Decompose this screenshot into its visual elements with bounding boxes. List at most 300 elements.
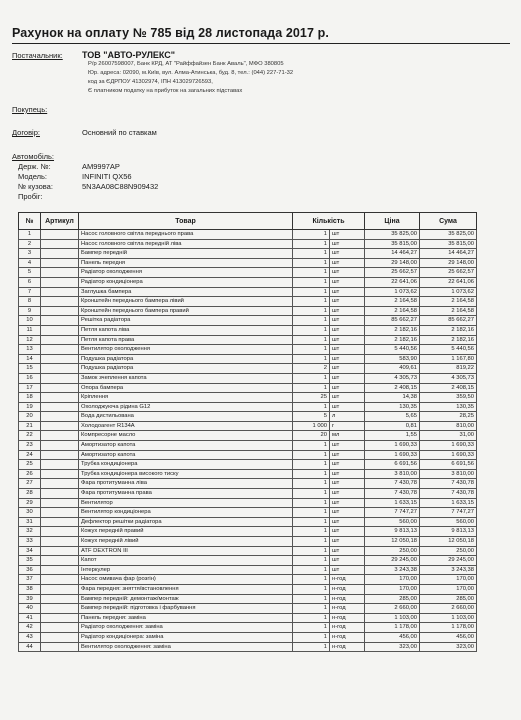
row-item-name: Фара протитуманна права xyxy=(79,489,293,499)
row-quantity xyxy=(293,345,365,355)
table-row xyxy=(19,594,477,604)
col-header-qty: Кількість xyxy=(293,213,365,230)
row-sum: 1 167,80 xyxy=(420,354,477,364)
row-qty-value: 1 xyxy=(293,441,330,450)
row-article xyxy=(41,575,79,585)
row-price: 85 662,27 xyxy=(365,316,420,326)
car-vin-label: № кузова: xyxy=(18,182,53,191)
row-qty-unit: шт xyxy=(332,384,340,391)
row-qty-value: 1 xyxy=(293,547,330,556)
row-sum: 456,00 xyxy=(420,632,477,642)
row-quantity xyxy=(293,258,365,268)
row-sum: 130,35 xyxy=(420,402,477,412)
col-header-sum: Сума xyxy=(420,213,477,230)
row-item-name: Холодоагент R134A xyxy=(79,421,293,431)
row-sum: 35 825,00 xyxy=(420,230,477,240)
table-row xyxy=(19,642,477,652)
table-row xyxy=(19,383,477,393)
table-row xyxy=(19,316,477,326)
table-row xyxy=(19,527,477,537)
row-number: 29 xyxy=(19,498,41,508)
row-item-name: Вентилятор охолодження xyxy=(79,345,293,355)
table-row xyxy=(19,258,477,268)
row-item-name: Дефлектор решітки радіатора xyxy=(79,517,293,527)
row-sum: 170,00 xyxy=(420,584,477,594)
row-quantity xyxy=(293,412,365,422)
row-item-name: Вентилятор xyxy=(79,498,293,508)
row-article xyxy=(41,268,79,278)
row-qty-unit: шт xyxy=(332,288,340,295)
table-row xyxy=(19,575,477,585)
row-qty-value: 1 xyxy=(293,316,330,325)
car-mileage-label: Пробіг: xyxy=(18,192,43,201)
row-item-name: Насос омивача фар (розгін) xyxy=(79,575,293,585)
row-qty-value: 1 xyxy=(293,537,330,546)
row-qty-value: 1 xyxy=(293,355,330,364)
row-qty-unit: шт xyxy=(332,442,340,449)
row-article xyxy=(41,364,79,374)
row-number: 44 xyxy=(19,642,41,652)
row-qty-unit: шт xyxy=(332,374,340,381)
table-row xyxy=(19,345,477,355)
row-qty-value: 1 xyxy=(293,614,330,623)
row-article xyxy=(41,230,79,240)
row-qty-unit: мл xyxy=(332,432,340,439)
row-qty-value: 1 xyxy=(293,297,330,306)
row-quantity xyxy=(293,441,365,451)
row-sum: 1 103,00 xyxy=(420,613,477,623)
row-article xyxy=(41,335,79,345)
table-row xyxy=(19,565,477,575)
row-item-name: Панель передня: заміна xyxy=(79,613,293,623)
row-number: 23 xyxy=(19,441,41,451)
row-price: 14,38 xyxy=(365,393,420,403)
row-sum: 14 464,27 xyxy=(420,249,477,259)
table-row xyxy=(19,306,477,316)
row-article xyxy=(41,316,79,326)
row-qty-unit: шт xyxy=(332,528,340,535)
row-price: 250,00 xyxy=(365,546,420,556)
row-article xyxy=(41,450,79,460)
table-row xyxy=(19,498,477,508)
row-article xyxy=(41,249,79,259)
row-quantity xyxy=(293,402,365,412)
table-row xyxy=(19,623,477,633)
row-number: 22 xyxy=(19,431,41,441)
row-item-name: Петля капота ліва xyxy=(79,325,293,335)
row-price: 409,61 xyxy=(365,364,420,374)
row-item-name: Радіатор охолодження xyxy=(79,268,293,278)
contract-label: Договір: xyxy=(12,128,40,137)
row-price: 29 245,00 xyxy=(365,556,420,566)
row-article xyxy=(41,565,79,575)
row-qty-unit: н-год xyxy=(332,595,346,602)
row-qty-value: 1 xyxy=(293,479,330,488)
buyer-label: Покупець: xyxy=(12,105,48,114)
row-number: 42 xyxy=(19,623,41,633)
table-row xyxy=(19,441,477,451)
table-row xyxy=(19,632,477,642)
row-price: 29 148,00 xyxy=(365,258,420,268)
row-qty-value: 1 xyxy=(293,326,330,335)
row-qty-value: 1 xyxy=(293,345,330,354)
row-item-name: Замок зчеплення капота xyxy=(79,373,293,383)
row-qty-unit: шт xyxy=(332,298,340,305)
row-item-name: Кріплення xyxy=(79,393,293,403)
row-qty-value: 1 xyxy=(293,240,330,249)
invoice-title: Рахунок на оплату № 785 від 28 листопада 2017 р. xyxy=(12,26,329,40)
row-price: 6 691,56 xyxy=(365,460,420,470)
row-sum: 285,00 xyxy=(420,594,477,604)
row-qty-value: 1 xyxy=(293,403,330,412)
col-header-article: Артикул xyxy=(41,213,79,230)
row-article xyxy=(41,556,79,566)
row-article xyxy=(41,584,79,594)
row-qty-unit: шт xyxy=(332,394,340,401)
row-qty-value: 1 xyxy=(293,278,330,287)
supplier-address-line: Юр. адреса: 02090, м.Київ, вул. Алма-Атинська, буд. 8, тел.: (044) 227-71-32 xyxy=(88,70,294,76)
table-row xyxy=(19,517,477,527)
contract-value: Основний по ставкам xyxy=(82,128,157,137)
row-item-name: Бампер передній: демонтаж/монтаж xyxy=(79,594,293,604)
row-article xyxy=(41,489,79,499)
row-item-name: ATF DEXTRON III xyxy=(79,546,293,556)
row-qty-unit: шт xyxy=(332,566,340,573)
row-article xyxy=(41,373,79,383)
row-number: 21 xyxy=(19,421,41,431)
row-quantity xyxy=(293,277,365,287)
row-item-name: Насос головного світла переднього права xyxy=(79,230,293,240)
row-price: 583,90 xyxy=(365,354,420,364)
row-qty-unit: шт xyxy=(332,557,340,564)
row-qty-unit: шт xyxy=(332,326,340,333)
table-header-row xyxy=(19,213,477,230)
row-qty-value: 20 xyxy=(293,431,330,440)
table-row xyxy=(19,297,477,307)
table-row xyxy=(19,239,477,249)
row-sum: 1 690,33 xyxy=(420,441,477,451)
row-number: 18 xyxy=(19,393,41,403)
row-quantity xyxy=(293,239,365,249)
row-qty-value: 1 xyxy=(293,489,330,498)
row-qty-value: 1 xyxy=(293,595,330,604)
row-number: 31 xyxy=(19,517,41,527)
row-qty-unit: н-год xyxy=(332,585,346,592)
row-qty-unit: шт xyxy=(332,346,340,353)
row-item-name: Амортизатор капота xyxy=(79,450,293,460)
row-sum: 7 430,78 xyxy=(420,479,477,489)
table-row xyxy=(19,249,477,259)
row-item-name: Кожух передній правий xyxy=(79,527,293,537)
row-qty-unit: шт xyxy=(332,490,340,497)
row-number: 36 xyxy=(19,565,41,575)
row-qty-value: 1 xyxy=(293,259,330,268)
row-sum: 2 182,16 xyxy=(420,325,477,335)
row-quantity xyxy=(293,230,365,240)
row-item-name: Вода дистильована xyxy=(79,412,293,422)
row-number: 12 xyxy=(19,335,41,345)
row-quantity xyxy=(293,335,365,345)
row-number: 30 xyxy=(19,508,41,518)
row-price: 7 747,27 xyxy=(365,508,420,518)
row-price: 22 641,06 xyxy=(365,277,420,287)
row-sum: 35 815,00 xyxy=(420,239,477,249)
row-article xyxy=(41,613,79,623)
table-row xyxy=(19,613,477,623)
row-quantity xyxy=(293,623,365,633)
table-row xyxy=(19,584,477,594)
row-number: 5 xyxy=(19,268,41,278)
row-item-name: Інтеркулер xyxy=(79,565,293,575)
row-sum: 2 182,16 xyxy=(420,335,477,345)
row-item-name: Капот xyxy=(79,556,293,566)
row-sum: 85 662,27 xyxy=(420,316,477,326)
row-sum: 2 164,58 xyxy=(420,306,477,316)
row-price: 1 690,33 xyxy=(365,450,420,460)
row-price: 7 430,78 xyxy=(365,479,420,489)
row-qty-value: 1 xyxy=(293,604,330,613)
row-qty-unit: шт xyxy=(332,336,340,343)
row-qty-unit: шт xyxy=(332,470,340,477)
row-price: 1 103,00 xyxy=(365,613,420,623)
row-qty-value: 1 xyxy=(293,623,330,632)
row-qty-value: 1 xyxy=(293,307,330,316)
table-row xyxy=(19,508,477,518)
table-row xyxy=(19,373,477,383)
row-qty-unit: шт xyxy=(332,278,340,285)
row-qty-unit: шт xyxy=(332,231,340,237)
row-article xyxy=(41,277,79,287)
row-qty-unit: шт xyxy=(332,538,340,544)
row-sum: 12 050,18 xyxy=(420,537,477,547)
row-article xyxy=(41,479,79,489)
car-vin-value: 5N3AA08C88N909432 xyxy=(82,182,159,191)
row-quantity xyxy=(293,364,365,374)
row-sum: 9 813,13 xyxy=(420,527,477,537)
row-article xyxy=(41,393,79,403)
row-quantity xyxy=(293,479,365,489)
row-qty-value: 1 xyxy=(293,470,330,479)
row-qty-value: 1 xyxy=(293,460,330,469)
row-sum: 3 243,38 xyxy=(420,565,477,575)
car-plate-value: АМ9997АР xyxy=(82,162,120,171)
title-divider xyxy=(12,43,510,44)
row-qty-value: 1 xyxy=(293,499,330,508)
row-sum: 6 691,56 xyxy=(420,460,477,470)
supplier-tax-line: Є платником податку на прибуток на загальних підставах xyxy=(88,88,243,94)
row-qty-value: 1 xyxy=(293,527,330,536)
table-row xyxy=(19,431,477,441)
row-quantity xyxy=(293,565,365,575)
row-quantity xyxy=(293,556,365,566)
row-sum: 4 305,73 xyxy=(420,373,477,383)
table-row xyxy=(19,460,477,470)
row-price: 35 825,00 xyxy=(365,230,420,240)
row-qty-value: 1 xyxy=(293,336,330,345)
row-price: 1 690,33 xyxy=(365,441,420,451)
row-qty-unit: шт xyxy=(332,307,340,314)
row-number: 26 xyxy=(19,469,41,479)
row-price: 5,65 xyxy=(365,412,420,422)
row-qty-unit: шт xyxy=(332,403,340,410)
row-article xyxy=(41,517,79,527)
row-item-name: Радіатор кондиціонера: заміна xyxy=(79,632,293,642)
row-price: 170,00 xyxy=(365,584,420,594)
row-article xyxy=(41,258,79,268)
row-qty-unit: н-год xyxy=(332,614,346,621)
row-sum: 1 633,15 xyxy=(420,498,477,508)
row-quantity xyxy=(293,373,365,383)
table-row xyxy=(19,604,477,614)
row-item-name: Амортизатор капота xyxy=(79,441,293,451)
row-sum: 2 408,15 xyxy=(420,383,477,393)
row-qty-value: 1 xyxy=(293,384,330,393)
row-quantity xyxy=(293,517,365,527)
row-quantity xyxy=(293,306,365,316)
row-article xyxy=(41,325,79,335)
row-sum: 1 690,33 xyxy=(420,450,477,460)
row-item-name: Трубка кондиціонера xyxy=(79,460,293,470)
row-qty-value: 1 xyxy=(293,230,330,239)
row-quantity xyxy=(293,537,365,547)
row-number: 14 xyxy=(19,354,41,364)
table-row xyxy=(19,354,477,364)
row-item-name: Кронштейн переднього бампера правий xyxy=(79,306,293,316)
row-number: 41 xyxy=(19,613,41,623)
row-quantity xyxy=(293,508,365,518)
row-number: 10 xyxy=(19,316,41,326)
row-quantity xyxy=(293,469,365,479)
row-article xyxy=(41,383,79,393)
row-qty-unit: шт xyxy=(332,451,340,458)
row-sum: 810,00 xyxy=(420,421,477,431)
row-qty-value: 1 xyxy=(293,633,330,642)
row-sum: 819,22 xyxy=(420,364,477,374)
row-qty-value: 2 xyxy=(293,364,330,373)
row-number: 20 xyxy=(19,412,41,422)
supplier-bank-line: Р/р 26007598007, Банк КРД, АТ "Райффайзен Банк Аваль", МФО 380805 xyxy=(88,61,284,67)
goods-table xyxy=(18,212,477,652)
row-price: 12 050,18 xyxy=(365,537,420,547)
row-item-name: Кронштейн переднього бампера лівий xyxy=(79,297,293,307)
row-quantity xyxy=(293,604,365,614)
col-header-no: № xyxy=(19,213,41,230)
row-qty-unit: н-год xyxy=(332,624,346,631)
row-price: 35 815,00 xyxy=(365,239,420,249)
row-quantity xyxy=(293,316,365,326)
row-sum: 3 810,00 xyxy=(420,469,477,479)
row-qty-unit: шт xyxy=(332,250,340,257)
row-quantity xyxy=(293,489,365,499)
row-article xyxy=(41,546,79,556)
row-price: 2 164,58 xyxy=(365,306,420,316)
row-item-name: Подушка радіатора xyxy=(79,354,293,364)
row-qty-unit: шт xyxy=(332,518,340,525)
table-row xyxy=(19,469,477,479)
car-label: Автомобіль: xyxy=(12,152,55,161)
row-article xyxy=(41,604,79,614)
row-article xyxy=(41,508,79,518)
row-sum: 22 641,06 xyxy=(420,277,477,287)
row-qty-unit: шт xyxy=(332,499,340,506)
row-item-name: Фара протитуманна ліва xyxy=(79,479,293,489)
row-price: 2 660,00 xyxy=(365,604,420,614)
row-qty-unit: шт xyxy=(332,240,340,247)
row-quantity xyxy=(293,613,365,623)
row-article xyxy=(41,431,79,441)
row-price: 2 182,16 xyxy=(365,335,420,345)
row-quantity xyxy=(293,268,365,278)
col-header-item: Товар xyxy=(79,213,293,230)
row-quantity xyxy=(293,575,365,585)
row-sum: 1 073,62 xyxy=(420,287,477,297)
row-number: 24 xyxy=(19,450,41,460)
row-qty-unit: шт xyxy=(332,547,340,554)
supplier-name: ТОВ "АВТО-РУЛЕКС" xyxy=(82,50,176,60)
row-price: 2 164,58 xyxy=(365,297,420,307)
row-qty-unit: шт xyxy=(332,355,340,362)
table-row xyxy=(19,325,477,335)
row-quantity xyxy=(293,287,365,297)
car-model-value: INFINITI QX56 xyxy=(82,172,132,181)
row-article xyxy=(41,287,79,297)
row-number: 4 xyxy=(19,258,41,268)
row-qty-unit: шт xyxy=(332,509,340,516)
row-sum: 7 430,78 xyxy=(420,489,477,499)
row-qty-unit: шт xyxy=(332,269,340,276)
row-article xyxy=(41,421,79,431)
row-item-name: Насос головного світла передній ліва xyxy=(79,239,293,249)
row-price: 560,00 xyxy=(365,517,420,527)
row-price: 456,00 xyxy=(365,632,420,642)
row-number: 32 xyxy=(19,527,41,537)
row-sum: 323,00 xyxy=(420,642,477,652)
col-header-price: Ціна xyxy=(365,213,420,230)
car-model-label: Модель: xyxy=(18,172,48,181)
row-item-name: Вентилятор охолодження: заміна xyxy=(79,642,293,652)
row-price: 1 178,00 xyxy=(365,623,420,633)
row-price: 2 182,16 xyxy=(365,325,420,335)
row-price: 2 408,15 xyxy=(365,383,420,393)
row-quantity xyxy=(293,383,365,393)
row-qty-unit: г xyxy=(332,422,335,429)
row-qty-unit: шт xyxy=(332,480,340,487)
row-article xyxy=(41,460,79,470)
row-quantity xyxy=(293,546,365,556)
row-price: 5 440,56 xyxy=(365,345,420,355)
table-row xyxy=(19,277,477,287)
row-qty-unit: н-год xyxy=(332,643,346,650)
row-article xyxy=(41,469,79,479)
row-item-name: Панель передня xyxy=(79,258,293,268)
row-quantity xyxy=(293,354,365,364)
row-number: 1 xyxy=(19,230,41,240)
row-item-name: Решітка радіатора xyxy=(79,316,293,326)
table-row xyxy=(19,412,477,422)
table-row xyxy=(19,479,477,489)
row-number: 6 xyxy=(19,277,41,287)
row-item-name: Радіатор кондиціонера xyxy=(79,277,293,287)
table-row xyxy=(19,421,477,431)
row-sum: 25 662,57 xyxy=(420,268,477,278)
row-number: 15 xyxy=(19,364,41,374)
table-row xyxy=(19,393,477,403)
table-row xyxy=(19,230,477,240)
row-price: 7 430,78 xyxy=(365,489,420,499)
row-qty-value: 1 xyxy=(293,268,330,277)
row-quantity xyxy=(293,431,365,441)
row-qty-unit: л xyxy=(332,413,336,420)
